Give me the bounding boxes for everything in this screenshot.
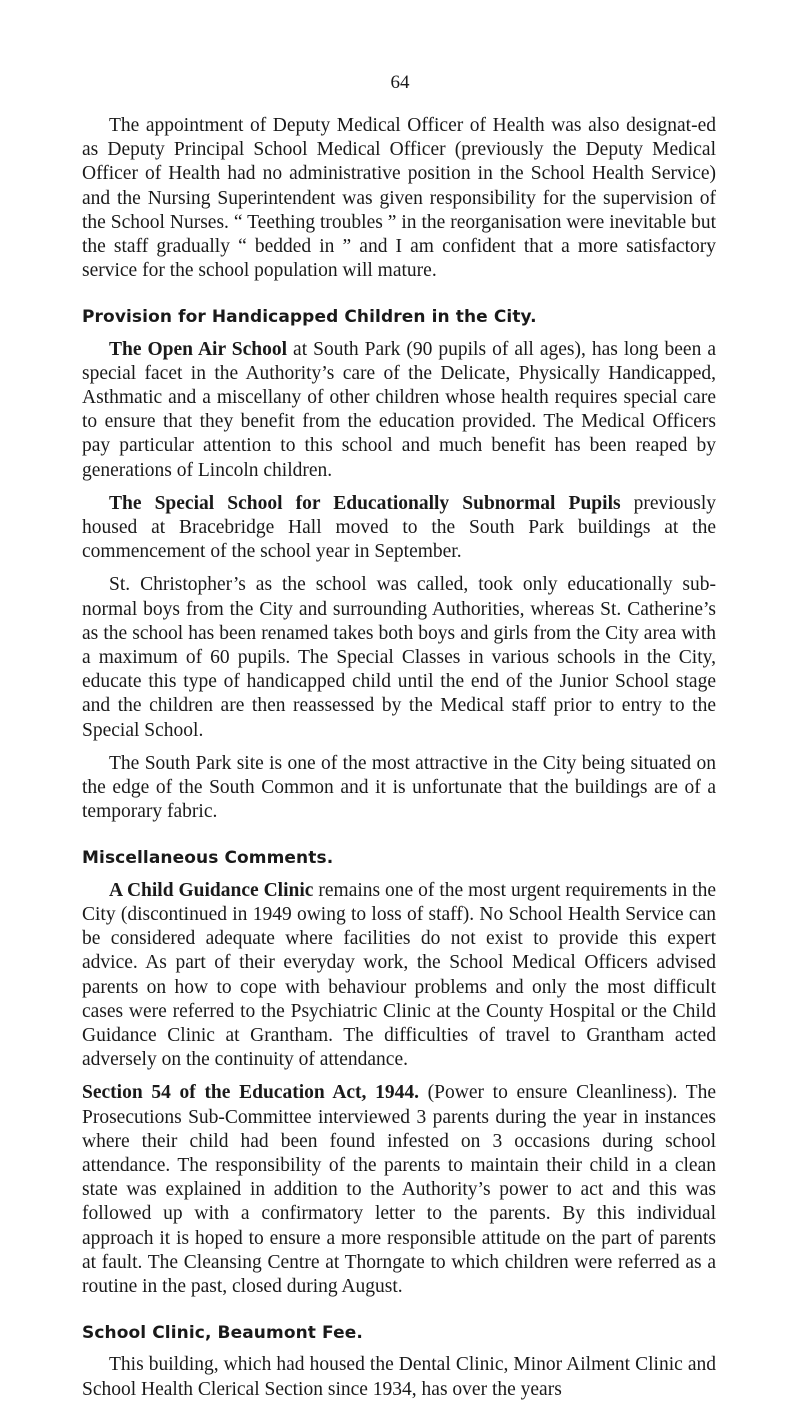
intro-paragraph: The appointment of Deputy Medical Officer of Health was also designat-ed as Deputy Principal School Medical Officer (previously the Deputy Medical Officer of Health had no administrative position in the School Health Service) and the Nursing Superintendent was given responsibility for the supervision of the School Nurses. “ Teething troubles ” in the reorganisation were inevitable but the staff gradually “ bedded in ” and I am confident that a more satisfactory service for the school population will mature.: [82, 115, 716, 282]
section54-paragraph: [82, 1081, 716, 1299]
child-guidance-paragraph: [82, 879, 716, 1073]
clinic-heading: School Clinic, Beaumont Fee.: [82, 1323, 363, 1344]
open-air-text: at South Park (90 pupils of all ages), has long been a special facet in the Authority’s care of the Delicate, Physically Handicapped, Asthmatic and a miscellany of other children whose health requires special care to ensure that they benefit from the education provided. The Medical Officers pay particular attention to this school and much benefit has been reaped by generations of Lincoln children.: [82, 338, 716, 481]
south-park-site-paragraph: The South Park site is one of the most attractive in the City being situated on the edge of the South Common and it is unfortunate that the buildings are of a temporary fabric.: [82, 752, 716, 823]
page-number: 64: [390, 72, 410, 93]
provision-heading: Provision for Handicapped Children in the City.: [82, 307, 537, 328]
special-school-paragraph: [82, 492, 716, 565]
child-guidance-lead: A Child Guidance Clinic: [109, 879, 314, 901]
document-body: [82, 114, 716, 1402]
section54-text: (Power to ensure Cleanliness). The Prosecutions Sub-Committee interviewed 3 parents during the year in instances where their child had been found infested on 3 occasions during school attendance. The responsibility of the parents to maintain their child in a clean state was explained in addition to the Authority’s power to act and this was followed up with a confirmatory letter to the parents. By this individual approach it is hoped to ensure a more responsible attitude on the part of parents at fault. The Cleansing Centre at Thorngate to which children were referred as a routine in the past, closed during August.: [82, 1082, 716, 1297]
special-school-lead: The Special School for Educationally Subnormal Pupils: [109, 492, 621, 514]
clinic-paragraph: This building, which had housed the Dental Clinic, Minor Ailment Clinic and School Health Clerical Section since 1934, has over the years: [82, 1354, 716, 1400]
misc-heading: Miscellaneous Comments.: [82, 848, 334, 869]
open-air-paragraph: [82, 338, 716, 483]
st-christophers-paragraph: St. Christopher’s as the school was called, took only educationally sub-normal boys from the City and surrounding Authorities, whereas St. Catherine’s as the school has been renamed takes both boys and girls from the City area with a maximum of 60 pupils. The Special Classes in various schools in the City, educate this type of handicapped child until the end of the Junior School stage and the children are then reassessed by the Medical staff prior to entry to the Special School.: [82, 574, 716, 741]
section54-lead: Section 54 of the Education Act, 1944.: [82, 1082, 419, 1104]
special-school-text: previously housed at Bracebridge Hall moved to the South Park buildings at the commencement of the school year in September.: [82, 492, 716, 563]
child-guidance-text: remains one of the most urgent requirements in the City (discontinued in 1949 owing to loss of staff). No School Health Service can be considered adequate where facilities do not exist to provide this expert advice. As part of their everyday work, the School Medical Officers advised parents on how to cope with behaviour problems and only the most difficult cases were referred to the Psychiatric Clinic at the County Hospital or the Child Guidance Clinic at Grantham. The difficulties of travel to Grantham acted adversely on the continuity of attendance.: [82, 879, 717, 1071]
open-air-lead: The Open Air School: [109, 338, 288, 360]
